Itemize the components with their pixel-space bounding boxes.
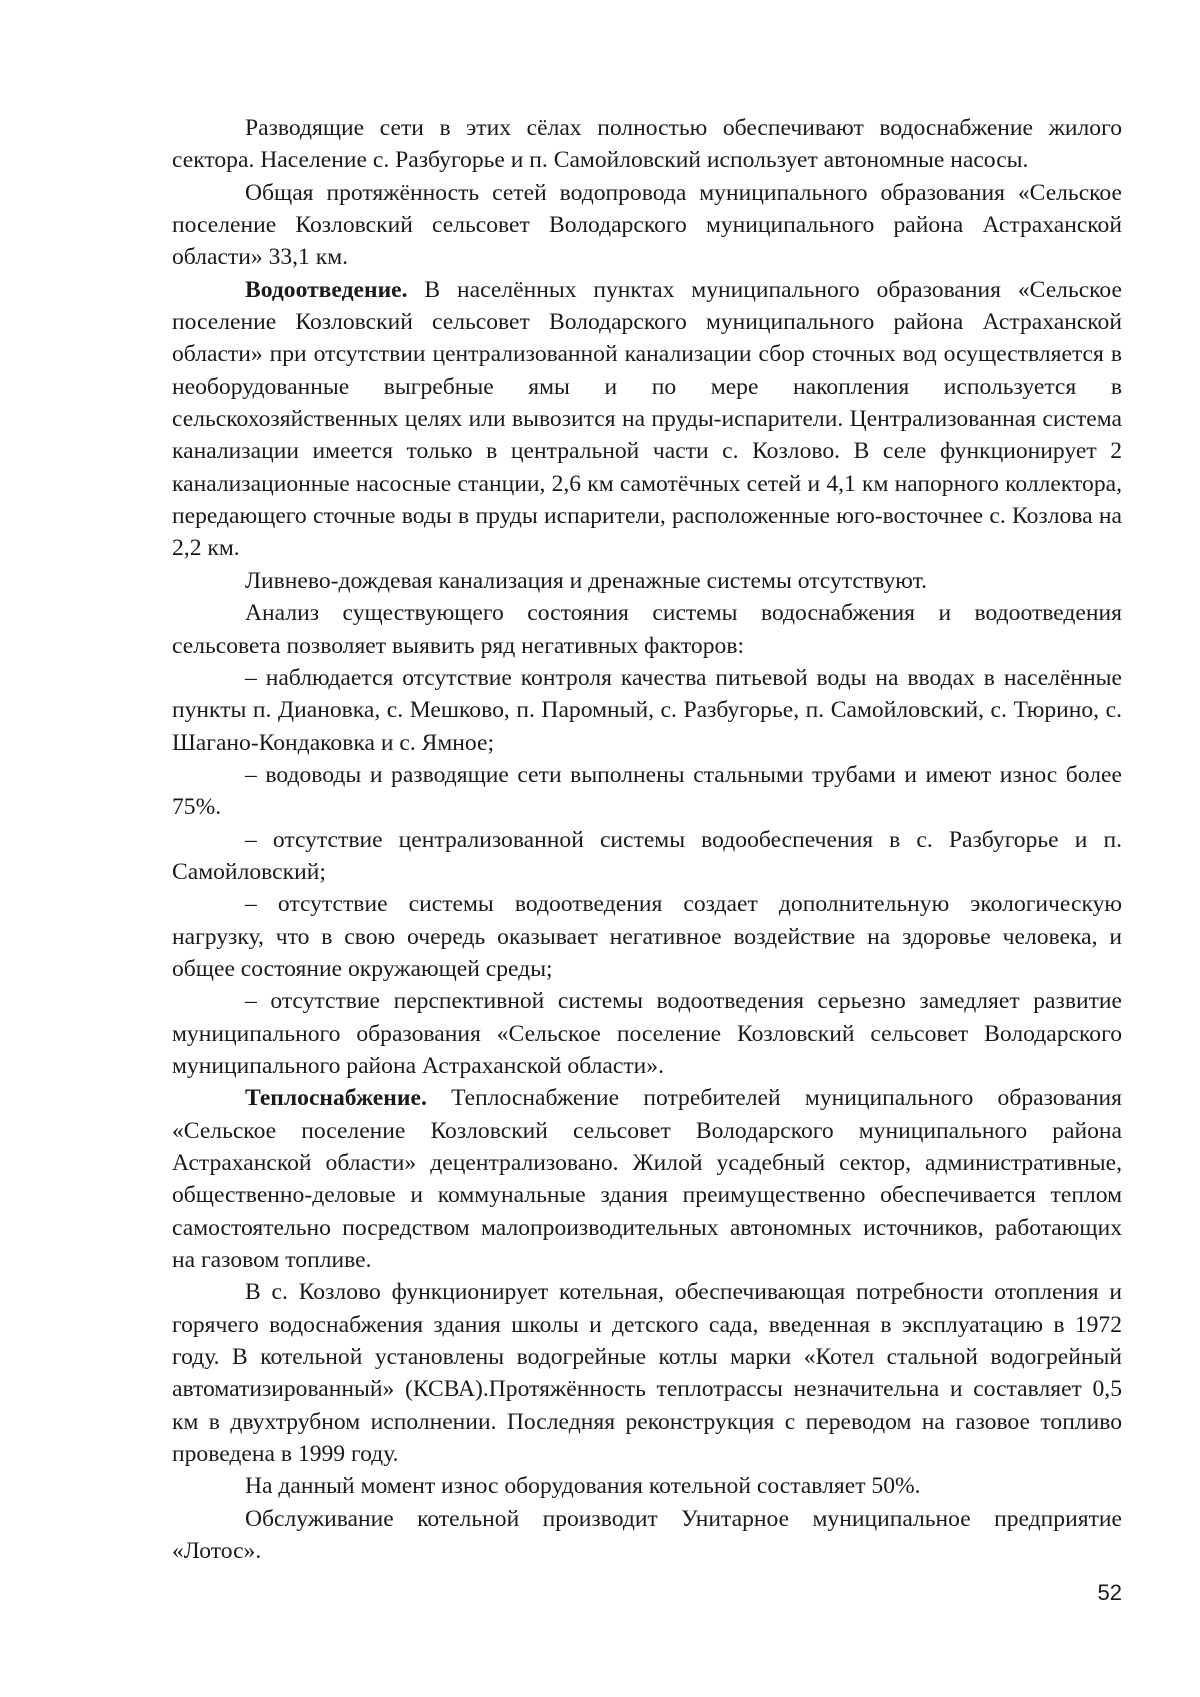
paragraph-sewerage	[172, 274, 1122, 565]
section-heading-heat-supply: Теплоснабжение.	[245, 1085, 427, 1112]
paragraph-boiler-service: Обслуживание котельной производит Унитарное муниципальное предприятие «Лотос».	[172, 1505, 1122, 1565]
paragraph-sewerage-text: В населённых пунктах муниципального образования «Сельское поселение Козловский сельсовет Володарского муниципального района Астраханской области» при отсутствии централизованной канализации сбор сточных вод осуществляется в необорудованные выгребные ямы и по мере накопления используется в сельскохозяйственных целях или вывозится на пруды-испарители. Централизованная система канализации имеется только в центральной части с. Козлово. В селе функционирует 2 канализационные насосные станции, 2,6 км самотёчных сетей и 4,1 км напорного коллектора, передающего сточные воды в пруды испарители, расположенные юго-восточнее с. Козлова на 2,2 км.	[172, 276, 1122, 562]
list-item-pipe-wear: – водоводы и разводящие сети выполнены стальными трубами и имеют износ более 75%.	[172, 761, 1122, 821]
section-heading-sewerage: Водоотведение.	[245, 276, 408, 303]
list-item-water-quality: – наблюдается отсутствие контроля качества питьевой воды на вводах в населённые пункты п. Диановка, с. Мешково, п. Паромный, с. Разбугорье, п. Самойловский, с. Тюрино, с. Шагано-Кондаковка и с. Ямное;	[172, 664, 1122, 756]
paragraph-heat-supply-text: Теплоснабжение потребителей муниципального образования «Сельское поселение Козловский сельсовет Володарского муниципального района Астраханской области» децентрализовано. Жилой усадебный сектор, административные, общественно-деловые и коммунальные здания преимущественно обеспечивается теплом самостоятельно посредством малопроизводительных автономных источников, работающих на газовом топливе.	[172, 1085, 1122, 1274]
paragraph-boiler-house: В с. Козлово функционирует котельная, обеспечивающая потребности отопления и горячего водоснабжения здания школы и детского сада, введенная в эксплуатацию в 1972 году. В котельной установлены водогрейные котлы марки «Котел стальной водогрейный автоматизированный» (КСВА).Протяжённость теплотрассы незначительна и составляет 0,5 км в двухтрубном исполнении. Последняя реконструкция с переводом на газовое топливо проведена в 1999 году.	[172, 1279, 1122, 1468]
page-number: 52	[1097, 1580, 1122, 1605]
list-item-no-central-supply: – отсутствие централизованной системы водообеспечения в с. Разбугорье и п. Самойловский;	[172, 826, 1122, 885]
paragraph-water-network-length: Общая протяжённость сетей водопровода муниципального образования «Сельское поселение Козловский сельсовет Володарского муниципального района Астраханской области» 33,1 км.	[172, 179, 1122, 271]
paragraph-analysis-intro: Анализ существующего состояния системы водоснабжения и водоотведения сельсовета позволяет выявить ряд негативных факторов:	[172, 600, 1122, 659]
paragraph-storm-drainage: Ливнево-дождевая канализация и дренажные системы отсутствуют.	[245, 567, 928, 594]
paragraph-water-supply-networks: Разводящие сети в этих сёлах полностью обеспечивают водоснабжение жилого сектора. Население с. Разбугорье и п. Самойловский использует автономные насосы.	[172, 115, 1122, 174]
document-body	[172, 112, 1122, 1567]
paragraph-equipment-wear: На данный момент износ оборудования котельной составляет 50%.	[245, 1473, 921, 1500]
list-item-no-prospective-drainage: – отсутствие перспективной системы водоотведения серьезно замедляет развитие муниципального образования «Сельское поселение Козловский сельсовет Володарского муниципального района Астраханской области».	[172, 988, 1122, 1079]
list-item-no-drainage-system: – отсутствие системы водоотведения создает дополнительную экологическую нагрузку, что в свою очередь оказывает негативное воздействие на здоровье человека, и общее состояние окружающей среды;	[172, 891, 1122, 982]
paragraph-heat-supply	[172, 1082, 1122, 1276]
